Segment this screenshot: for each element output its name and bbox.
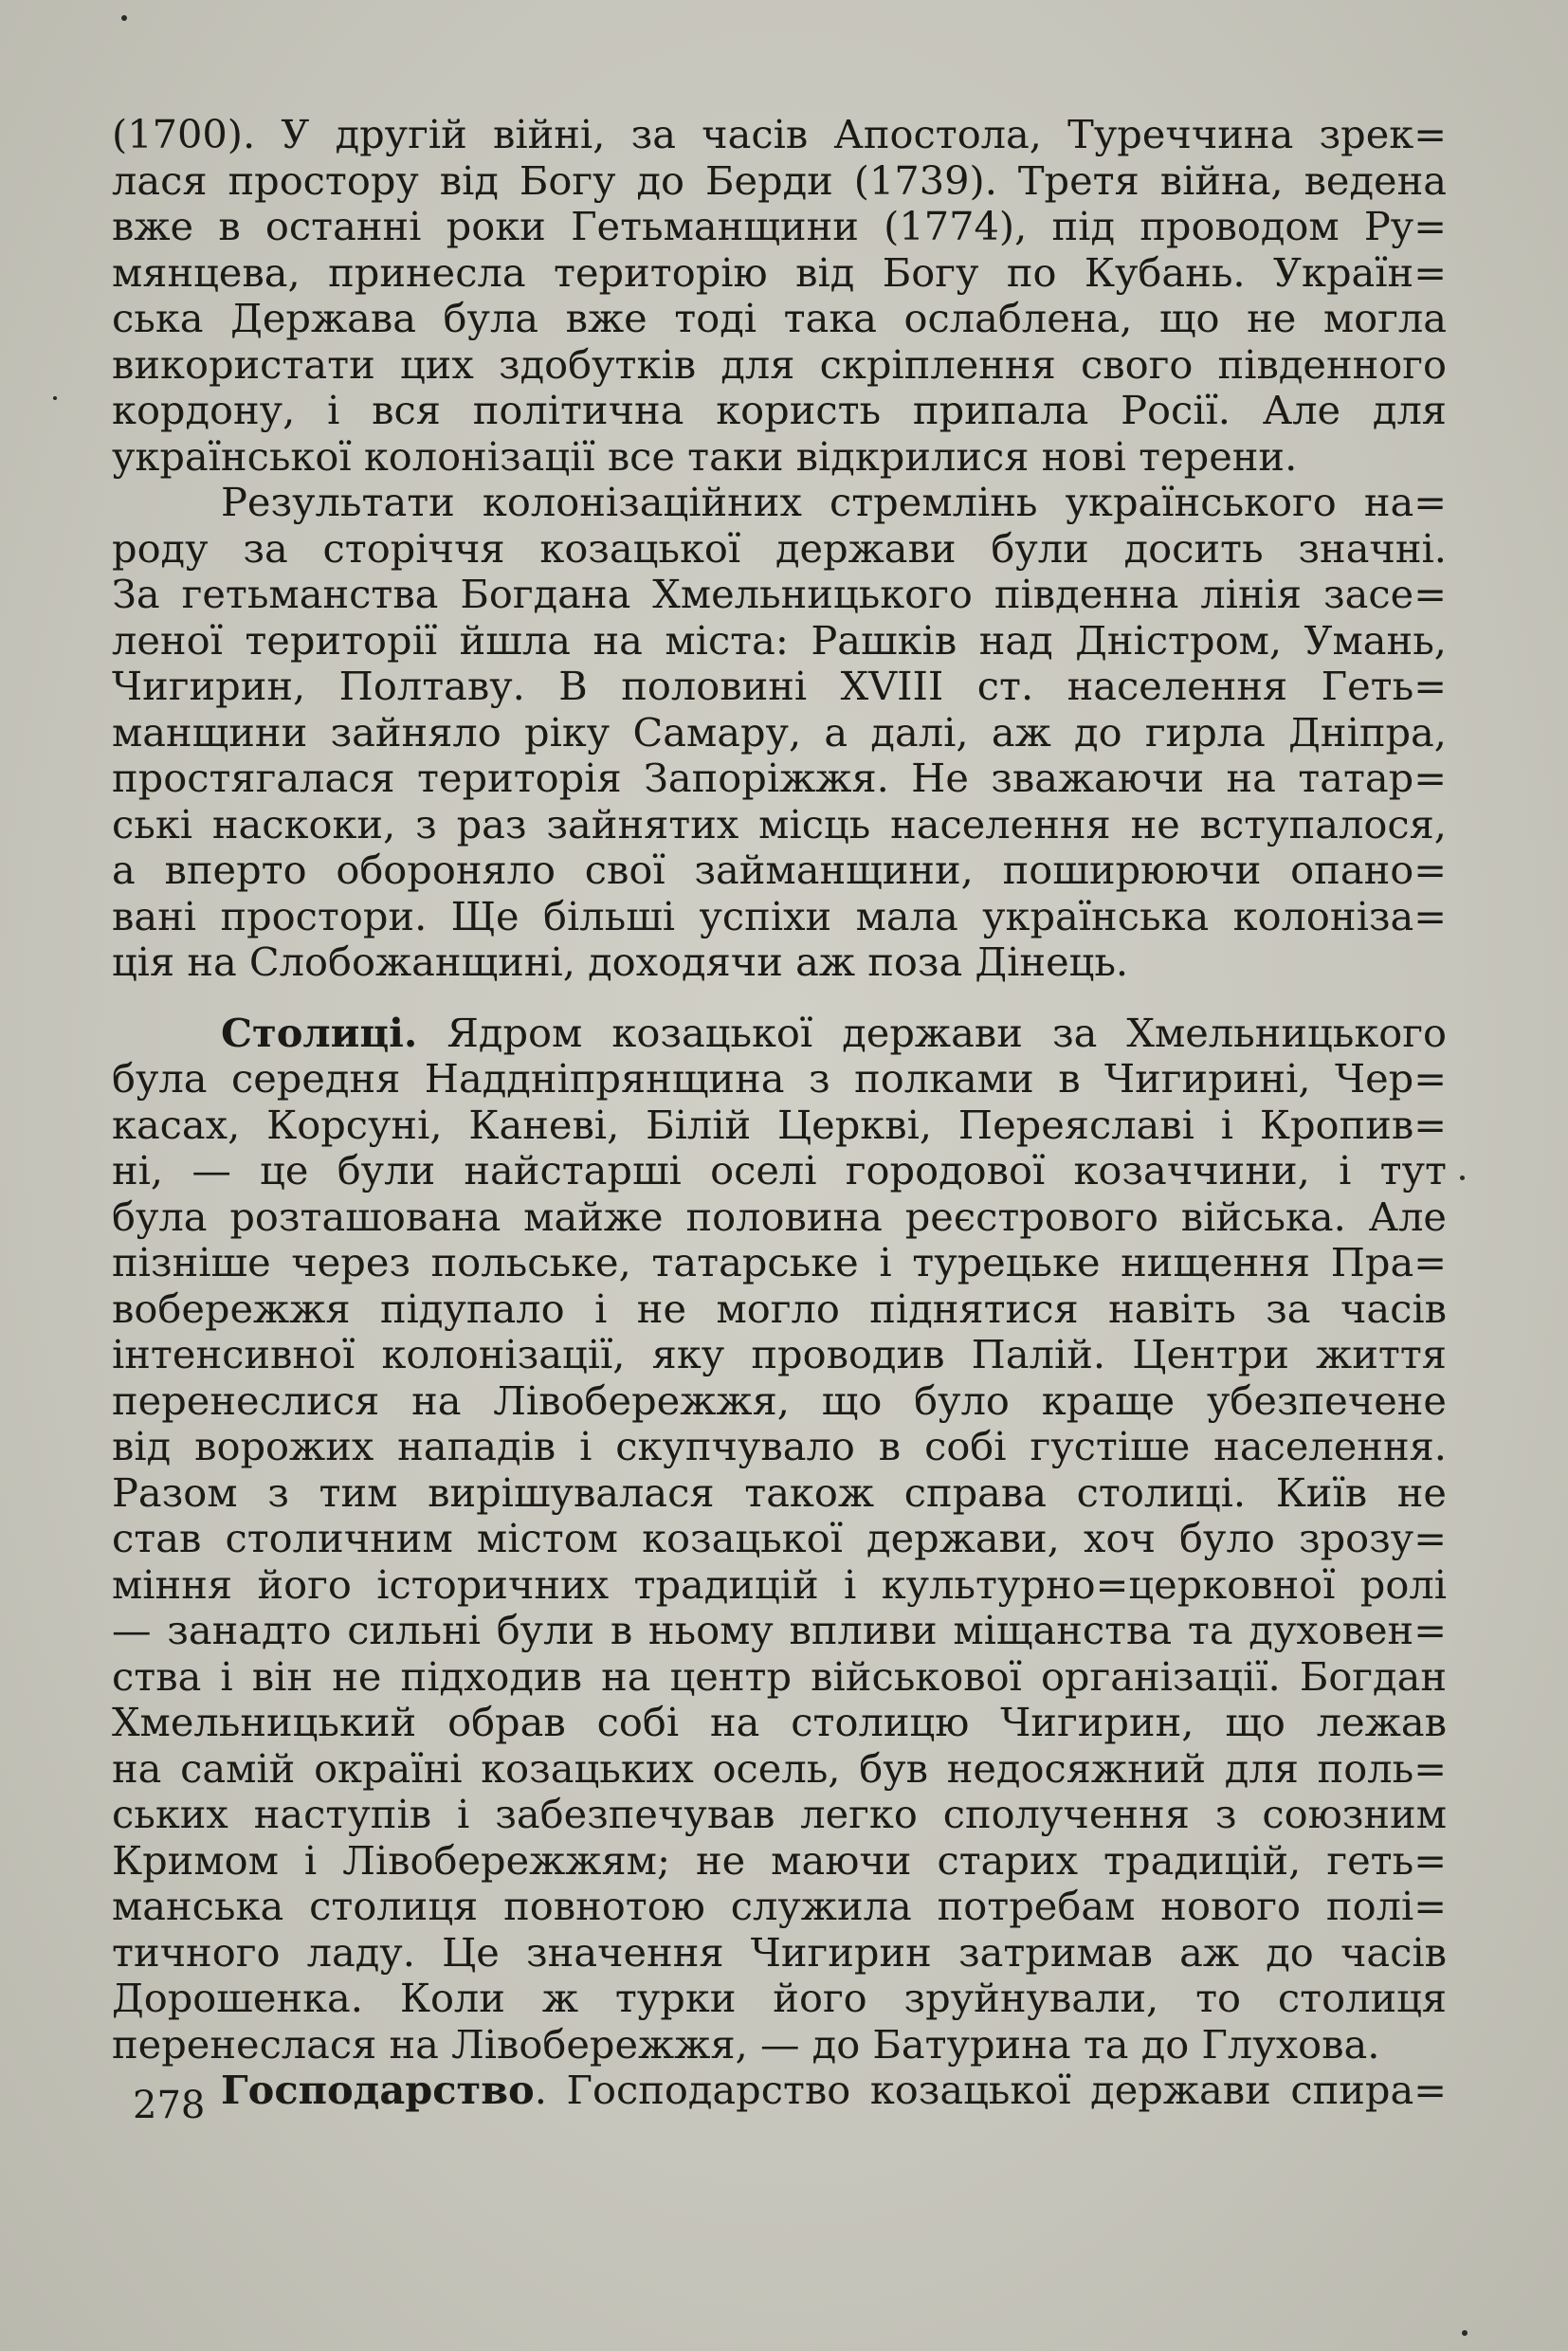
section-heading-economy: Господарство — [221, 2067, 535, 2113]
paragraph-2 — [112, 480, 1447, 986]
text-line: пізніше через польське, татарське і турецьке нищення Пра= — [112, 1239, 1447, 1285]
text-line: використати цих здобутків для скріплення свого південного — [112, 340, 1447, 388]
text-line: Результати колонізаційних стремлінь українського на= — [221, 479, 1447, 525]
paragraph-capitals — [112, 1011, 1447, 2069]
text-line: мянцева, принесла територію від Богу по Кубань. Україн= — [112, 248, 1447, 296]
text-line: тичного ладу. Це значення Чигирин затримав аж до часів — [112, 1928, 1447, 1976]
text-line: Хмельницький обрав собі на столицю Чигирин, що лежав — [112, 1699, 1447, 1745]
text-line: була розташована майже половина реєстрового війська. Але — [112, 1193, 1447, 1240]
text-line: була середня Наддніпрянщина з полками в Чигирині, Чер= — [112, 1055, 1447, 1102]
text-line: ських наступів і забезпечував легко сполучення з союзним — [112, 1791, 1447, 1837]
paragraph-economy — [112, 2068, 1447, 2114]
text-line: а вперто обороняло свої займанщини, поширюючи опано= — [112, 847, 1447, 893]
text-line: ні, — це були найстарші оселі городової козаччини, і тут — [112, 1147, 1447, 1194]
text-line: перенеслася на Лівобережжя, — до Батурина та до Глухова. — [112, 2020, 1380, 2068]
text-line: вобережжя підупало і не могло піднятися навіть за часів — [112, 1285, 1447, 1332]
text-line: роду за сторіччя козацької держави були досить значні. — [112, 524, 1447, 572]
text-line: міння його історичних традицій і культурно=церковної ролі — [112, 1560, 1447, 1608]
text-line — [112, 1011, 1447, 1057]
text-line: манщини зайняло ріку Самару, а далі, аж до гирла Дніпра, — [112, 708, 1447, 756]
text-line: став столичним містом козацької держави, хоч було зрозу= — [112, 1515, 1447, 1561]
ink-speck — [121, 15, 127, 21]
text-line: інтенсивної колонізації, яку проводив Палій. Центри життя — [112, 1331, 1447, 1377]
text-line: вані простори. Ще більші успіхи мала українська колоніза= — [112, 892, 1447, 939]
text-line: ства і він не підходив на центр військової організації. Богдан — [112, 1652, 1447, 1700]
text-line: вже в останні роки Гетьманщини (1774), під проводом Ру= — [112, 203, 1447, 249]
ink-speck — [53, 396, 57, 400]
text-line-rest: . Господарство козацької держави спира= — [534, 2067, 1447, 2113]
text-line: лася простору від Богу до Берди (1739). Третя війна, ведена — [112, 156, 1447, 204]
text-line: ська Держава була вже тоді така ослаблена, що не могла — [112, 295, 1447, 341]
text-line: кордону, і вся політична користь припала Росії. Але для — [112, 387, 1447, 433]
text-line: — занадто сильні були в ньому впливи міщанства та духовен= — [112, 1607, 1447, 1653]
text-line: манська столиця повнотою служила потребам нового полі= — [112, 1883, 1447, 1929]
text-line: перенеслися на Лівобережжя, що було краще убезпечене — [112, 1376, 1447, 1424]
text-line: української колонізації все таки відкрилися нові терени. — [112, 432, 1298, 480]
body-text — [112, 112, 1447, 2114]
text-line: простягалася територія Запоріжжя. Не зважаючи на татар= — [112, 755, 1447, 801]
section-heading-capitals: Столиці. — [221, 1009, 418, 1056]
text-line: (1700). У другій війні, за часів Апостола, Туреччина зрек= — [112, 111, 1447, 157]
paragraph-1 — [112, 112, 1447, 480]
text-line: Разом з тим вирішувалася також справа столиці. Київ не — [112, 1468, 1447, 1516]
text-line: Чигирин, Полтаву. В половині XVIII ст. населення Геть= — [112, 663, 1447, 709]
text-line: ські наскоки, з раз зайнятих місць населення не вступалося, — [112, 800, 1447, 847]
text-line: За гетьманства Богдана Хмельницького південна лінія засе= — [112, 571, 1447, 617]
text-line: на самій окраїні козацьких осель, був недосяжний для поль= — [112, 1744, 1447, 1792]
text-line: Дорошенка. Коли ж турки його зруйнували, то столиця — [112, 1975, 1447, 2021]
text-line: від ворожих нападів і скупчувало в собі густіше населення. — [112, 1423, 1447, 1469]
ink-speck — [1462, 2330, 1468, 2336]
page-number: 278 — [133, 2084, 206, 2127]
text-line — [112, 2068, 1447, 2114]
text-line: ція на Слобожанщині, доходячи аж поза Дінець. — [112, 939, 1129, 985]
text-line: Кримом і Лівобережжям; не маючи старих традицій, геть= — [112, 1836, 1447, 1884]
ink-speck — [1460, 1176, 1465, 1180]
text-line: леної території йшла на міста: Рашків над Дністром, Умань, — [112, 616, 1447, 664]
text-line-rest: Ядром козацької держави за Хмельницького — [417, 1009, 1447, 1056]
text-line: касах, Корсуні, Каневі, Білій Церкві, Переяславі і Кропив= — [112, 1101, 1447, 1148]
